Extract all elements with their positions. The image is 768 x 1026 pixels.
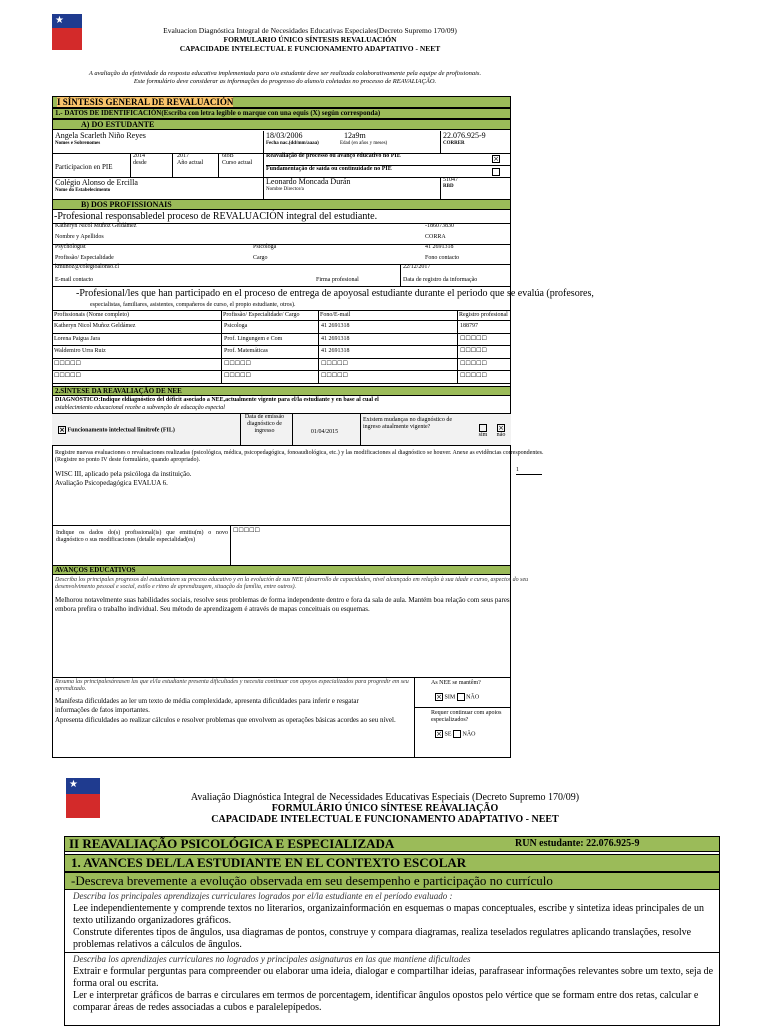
resp-run-cell <box>425 223 510 241</box>
table-row <box>52 346 511 359</box>
course-cell <box>218 153 263 177</box>
header-note2: Este formulário deve considerar as informações do progresso do aluno/a coletadas no processo de REAVALIAÇÃO. <box>133 78 437 85</box>
advances-title-text: AVANÇOS EDUCATIVOS <box>55 566 136 574</box>
student-name-cell <box>55 131 261 147</box>
page1-header <box>100 26 520 53</box>
p2-header-line3: CAPACIDADE INTELECTUAL E FUNCIONAMENTO ADAPTATIVO - NEET <box>211 814 559 825</box>
table-row <box>52 321 511 334</box>
difficulties-text1: Manifesta dificuldades ao ler um texto de média complexidade, apresenta dificuldades para inferir e resgatar informações de fatos importantes. <box>55 697 359 714</box>
table-cell: ☐☐☐☐☐ <box>222 371 319 384</box>
age-label: Edad (en años y meses) <box>340 141 388 146</box>
p2-sub <box>64 854 720 872</box>
exit-checkbox[interactable] <box>492 168 500 176</box>
table-row <box>52 371 511 384</box>
nee-question: As NEE se mantêm? <box>431 680 481 686</box>
professionals-title-text: B) DOS PROFISSIONAIS <box>81 200 172 209</box>
student-name-label: Nomes e Sobrenomes <box>55 141 101 146</box>
pie-since-cell <box>130 153 172 177</box>
resp-email-label: E-mail contacto <box>55 277 94 283</box>
p2-not1: Extrair e formular perguntas para compreender ou elaborar uma ideia, dialogar e compartilhar ideias, parafrasear informações relevantes sobre um texto, seja de forma oral ou escrita. <box>73 966 714 989</box>
table-row <box>52 358 511 371</box>
support-yes-label: SE <box>444 731 452 738</box>
year-label: Año actual <box>177 160 204 166</box>
p2-header-line2: FORMULÁRIO ÚNICO SÍNTESE REAVALIAÇÃO <box>271 803 499 814</box>
reg-date-cell <box>400 264 511 286</box>
resp-profession-label: Profissão/ Especialidade <box>55 255 114 261</box>
table-cell: Psicologa <box>222 321 319 334</box>
nee-box <box>414 678 510 758</box>
indicate-label: Indique os dados do(s) profissional(is) que emitiu(m) o novo diagnóstico o sus modificaciones (detalle especialidad(es) <box>56 530 228 543</box>
team-table-body <box>52 321 511 384</box>
table-cell: Katheryn Nicol Muñoz Geldámez <box>52 321 222 334</box>
header-line3: CAPACIDADE INTELECTUAL E FUNCIONAMENTO ADAPTATIVO - NEET <box>179 44 441 53</box>
p2-achieved-label: Describa los principales aprendizajes curriculares logrados por el/la estudiante en el período evaluado : <box>73 891 453 901</box>
indicate-value: ☐☐☐☐☐ <box>230 525 290 565</box>
table-cell: Waldemiro Urra Ruiz <box>52 346 222 359</box>
changes-no-checkbox[interactable]: × <box>498 424 504 432</box>
rbd-label: RBD <box>443 184 454 189</box>
diag-value-cell <box>58 426 238 434</box>
nee-no-label: NÃO <box>466 694 480 701</box>
table-cell: ☐☐☐☐☐ <box>52 358 222 371</box>
advances-title <box>52 565 511 575</box>
team-col-phone: Fono/E-mail <box>319 311 458 321</box>
exit-label: Fundamentação de saída ou continuidade no PIE <box>266 166 392 172</box>
table-cell: Prof. Matemáticas <box>222 346 319 359</box>
team-table-grid <box>52 311 511 384</box>
reval-row <box>266 153 511 165</box>
register-line1: WISC III, aplicado pela psicóloga da instituição. <box>55 470 192 478</box>
dob-value: 18/03/2006 <box>266 131 303 140</box>
run-cell <box>440 131 510 153</box>
run-label: CORRER <box>443 141 465 146</box>
support-question: Requer continuar com apoios especializados? <box>431 710 502 724</box>
resp-profession-cell <box>55 244 250 262</box>
difficulties-desc: Resuma las principalesáreasen las que el/la estudiante presenta dificultades y necesita continuar con apoyos especializados para progredir em seu aprendizado. <box>55 679 409 692</box>
resp-title: -Profesional responsabledel proceso de REVALUACIÓN integral del estudiante. <box>54 211 378 222</box>
student-title <box>52 119 511 130</box>
support-yes-checkbox[interactable]: × <box>436 730 442 739</box>
resp-email-cell <box>55 264 310 284</box>
advances-text: Melhorou notavelmente suas habilidades sociais, resolve seus problemas de forma independente dentro e fora da sala de aula. Mantém boa relação com seus pares, embora prefira o trabalho individual. Seu método de aprendizagem é através de mapas conceituais ou esquemas. <box>55 596 512 613</box>
team-col-name: Profissionais (Nome completo) <box>52 311 222 321</box>
resp-profession: Psychologist <box>55 244 86 250</box>
table-cell: 188797 <box>458 321 512 334</box>
table-cell: ☐☐☐☐☐ <box>458 371 512 384</box>
dob-label: Fecha nac.(dd/mm/aaaa) <box>266 141 319 146</box>
p2-desc-title <box>64 872 720 890</box>
section1-title-text: I SÍNTESIS GENERAL DE REVALUACIÓN <box>57 97 234 107</box>
support-no-label: NÃO <box>462 731 476 738</box>
school-cell <box>55 178 261 194</box>
header-note <box>30 70 540 86</box>
register-line2: Avaliação Psicopedagógica EVALUA 6. <box>55 479 168 487</box>
table-cell: 41 2691318 <box>319 346 458 359</box>
changes-yes-label: sim <box>478 432 488 439</box>
team-title: -Profesional/les que han participado en el proceso de entrega de apoyosal estudiante durante el periodo que se evalúa (profesores, <box>76 288 594 299</box>
p2-desc-title-text: -Descreva brevemente a evolução observada em seu desempenho e participação no currículo <box>71 873 553 888</box>
pie-label: Participacion en PIE <box>55 163 113 171</box>
table-cell: 41 2691318 <box>319 333 458 346</box>
age-cell <box>340 131 438 147</box>
nee-yes-label: SIM <box>444 694 456 701</box>
changes-no-label: não <box>496 432 506 439</box>
team-table-header <box>52 311 511 321</box>
signature-label: Firma profesional <box>316 277 359 283</box>
page-2 <box>0 770 768 1024</box>
resp-run: -186073830 <box>425 223 454 229</box>
resp-cargo: Psicologa <box>253 244 277 250</box>
team-col-registry: Registro profesional <box>458 311 512 321</box>
nee-yes-checkbox[interactable]: × <box>436 693 442 701</box>
diag-sub: establecimiento educacional recebe a subvenção de educação especial <box>55 405 225 411</box>
reg-date-label: Data de registro da informação <box>403 277 478 283</box>
support-options <box>415 724 510 738</box>
dob-cell <box>263 131 338 153</box>
changes-yes-checkbox[interactable] <box>479 424 487 432</box>
p2-section-title-text: II REAVALIAÇÃO PSICOLÓGICA E ESPECIALIZADA <box>69 836 395 851</box>
team-col-profession: Profissão/ Especialidade/ Cargo <box>222 311 319 321</box>
professionals-title <box>52 199 511 210</box>
nee-no-checkbox[interactable] <box>457 693 465 701</box>
course-label: Curso actual <box>222 160 253 166</box>
school-label: Nome do Estabelecimento <box>55 188 111 193</box>
page-separator <box>0 758 768 770</box>
emission-label: Data de emissão diagnóstico de ingresso <box>240 414 288 446</box>
resp-phone: 41 2691318 <box>425 244 454 250</box>
p2-not2: Ler e interpretar gráficos de barras e circulares em termos de porcentagem, identificar ângulos opostos pelo vértice que se formam entre dos retas, calcular e comparar áreas de redes associadas a cubos e paralelepípedos. <box>73 990 699 1013</box>
reval-label: Reavaliação de processo ou avanço educativo no PIE <box>266 153 401 159</box>
p2-not-achieved-label: Describa los aprendizajes curriculares no logrados y principales asignaturas en las que mantiene dificultades <box>73 954 471 964</box>
section2-title-text: 2.SÍNTESE DA REAVALIAÇÃO DE NEE <box>55 387 182 395</box>
emission-date: 01/04/2015 <box>292 414 356 446</box>
pie-since-label: desde <box>133 160 147 166</box>
table-cell: Prof. Lingungem e Com <box>222 333 319 346</box>
reval-cell <box>263 153 511 177</box>
team-table <box>52 310 511 382</box>
register-note: Registre nuevas evaluaciones o revaluaciones realizadas (psicológica, médica, psicopedagógica, fonoaudiológica, etc.) y las modificaciones al diagnóstico se houver. Anexe as evidências correspondentes. (Registre no ponto IV deste formulário, quando apropriado). <box>55 450 544 463</box>
section2-title <box>52 386 511 396</box>
resp-cargo-cell <box>253 244 423 262</box>
resp-cargo-label: Cargo <box>253 255 268 261</box>
reg-date: 22/12/2017 <box>403 264 431 270</box>
student-name: Angela Scarleth Niño Reyes <box>55 131 146 140</box>
changes-yes <box>476 424 490 439</box>
table-cell: ☐☐☐☐☐ <box>458 358 512 371</box>
director-value: Leonardo Moncada Durán <box>266 177 351 186</box>
changes-label: Existem mudanças no diagnóstico de ingreso atualmente vigente? <box>360 414 470 446</box>
diag-value: Funcionamento intelectual limítrofe (FIL) <box>67 427 175 434</box>
course-value: 6toB <box>222 153 234 159</box>
school-value: Colégio Alonso de Ercilla <box>55 178 138 187</box>
resp-name: Katheryn Nicol Muñoz Geldámez <box>55 223 137 229</box>
rbd-cell <box>440 177 510 199</box>
p2-run: RUN estudante: 22.076.925-9 <box>515 838 640 849</box>
ministry-logo-2: ★ <box>66 778 100 818</box>
p2-header-line1: Avaliação Diagnóstica Integral de Necessidades Educativas Especiais (Decreto Supremo 170/09) <box>190 792 580 803</box>
table-row <box>52 333 511 346</box>
year-cell <box>172 153 218 177</box>
table-cell: ☐☐☐☐☐ <box>319 371 458 384</box>
table-cell: Lorena Paigua Jara <box>52 333 222 346</box>
support-no-checkbox[interactable] <box>453 730 461 738</box>
table-cell: ☐☐☐☐☐ <box>458 333 512 346</box>
age-value: 12a9m <box>344 131 366 140</box>
header-note1: A avaliação da efetividade da resposta educativa implementada para o/a estudante deve ser realizada colaborativamente pela equipe de profissionais. <box>88 70 482 77</box>
p2-section-title <box>64 836 720 852</box>
resp-phone-cell <box>425 244 510 262</box>
resp-name-label: Nombre y Apellidos <box>55 234 104 240</box>
advances-desc: Describa los principales progresos del estudianteen su proceso educativo y en la evolución de sus NEE (desarrollo de capacidades, nivel alcançado em relação à sua idade e curso, aspectos do seu desenvolvimento pessoal e social, estilo e ritmo de aprendizagem, situação da família, entre outros). <box>55 577 529 590</box>
nee-options <box>415 687 510 701</box>
reval-checkbox[interactable]: × <box>493 155 499 163</box>
table-cell: ☐☐☐☐☐ <box>222 358 319 371</box>
table-cell: ☐☐☐☐☐ <box>458 346 512 359</box>
resp-name-cell <box>55 223 415 241</box>
table-cell: 41 2691318 <box>319 321 458 334</box>
diag-checkbox[interactable]: × <box>59 426 65 434</box>
section1-title <box>52 96 511 108</box>
resp-run-label: CORRA <box>425 234 446 240</box>
ministry-logo: ★ <box>52 14 82 50</box>
header-line1: Evaluacion Diagnóstica Integral de Necesidades Educativas Especiales(Decreto Supremo 170/09) <box>163 26 457 35</box>
p2-sub-text: 1. AVANCES DEL/LA ESTUDIANTE EN EL CONTEXTO ESCOLAR <box>71 855 467 870</box>
difficulties-text2: Apresenta dificuldades ao realizar cálculos e resolver problemas que envolvem as operações básicas acordes ao seu nível. <box>55 716 396 724</box>
p2-achieved1: Lee independientemente y comprende textos no literarios, organizainformación en esquemas o mapas conceptuales, escribe y sintetiza ideas principales de un texto utilizando organizadores gráficos. <box>73 903 704 926</box>
director-cell <box>263 177 440 199</box>
page2-header <box>150 792 620 825</box>
table-cell: ☐☐☐☐☐ <box>319 358 458 371</box>
resp-email: kmunoz@colegioalonso.cl <box>55 264 120 270</box>
run-value: 22.076.925-9 <box>443 131 486 140</box>
year-value: 2017 <box>177 153 189 159</box>
header-line2: FORMULARIO ÚNICO SÍNTESIS REVALUACIÓN <box>223 35 397 44</box>
section1-sub <box>52 108 511 119</box>
table-cell: ☐☐☐☐☐ <box>52 371 222 384</box>
page-number: 1 <box>516 467 542 475</box>
p2-achieved2: Construte diferentes tipos de ângulos, usa diagramas de pontos, construye y compara diagramas, realiza teselados regulatres aplicando translações, resolve problemas relativos a cálculos de ângulos. <box>73 927 692 950</box>
team-sub: especialistas, familiares, asistentes, compañeros de curso, el propio estudiante, otros). <box>90 302 296 308</box>
section1-sub-text: 1.- DATOS DE IDENTIFICACIÓN(Escriba con letra legible o marque con una equis (X) según corresponda) <box>55 109 381 117</box>
changes-no <box>494 424 508 439</box>
director-label: Nombre Director/a <box>266 187 304 192</box>
diag-title: DIAGNÓSTICO:Indique eldiagnóstico del déficit asociado a NEE,actualmente vigente para el/la estudiante y en base al cual el <box>55 397 379 403</box>
pie-since: 2014 <box>133 153 145 159</box>
rbd-value: 51047 <box>443 177 458 183</box>
resp-phone-label: Fono contacto <box>425 255 460 261</box>
student-title-text: A) DO ESTUDANTE <box>81 120 155 129</box>
